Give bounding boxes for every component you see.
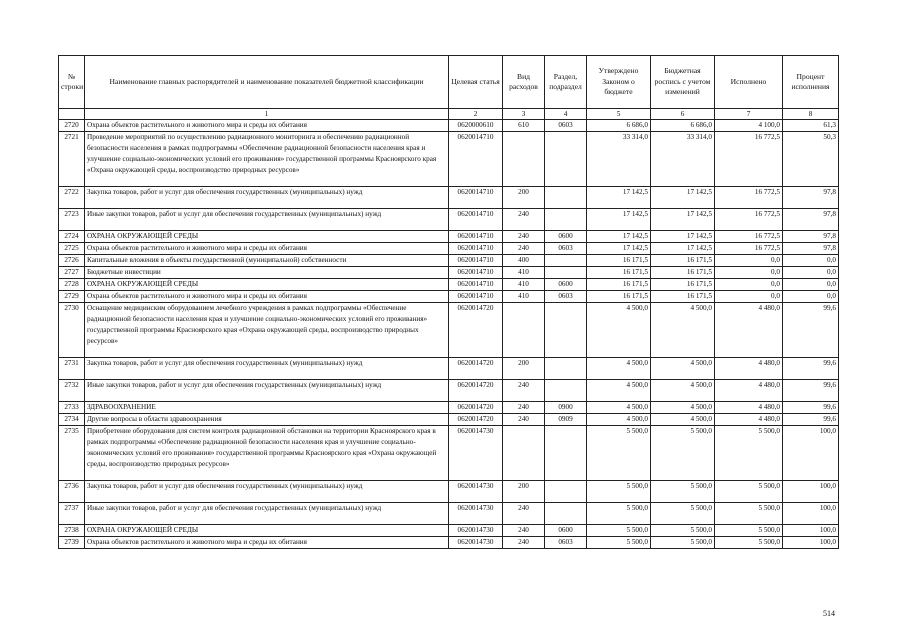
row-percent-cell: 97,8: [783, 187, 839, 209]
row-target-cell: 0620014710: [449, 255, 503, 267]
row-approved-cell: 17 142,5: [587, 243, 651, 255]
row-number-cell: 2724: [59, 231, 85, 243]
row-schedule-cell: 17 142,5: [651, 243, 715, 255]
row-approved-cell: 5 500,0: [587, 525, 651, 537]
row-executed-cell: 4 480,0: [715, 414, 783, 426]
row-name-cell: ОХРАНА ОКРУЖАЮЩЕЙ СРЕДЫ: [85, 279, 449, 291]
header-row-no: № строки: [59, 56, 85, 109]
row-executed-cell: 5 500,0: [715, 426, 783, 481]
table-row: [59, 414, 839, 426]
row-percent-cell: 0,0: [783, 291, 839, 303]
row-section-cell: 0603: [545, 120, 587, 132]
column-number: [59, 109, 85, 120]
row-number-cell: 2732: [59, 380, 85, 402]
row-name-cell: Капитальные вложения в объекты государственной (муниципальной) собственности: [85, 255, 449, 267]
row-schedule-cell: 17 142,5: [651, 209, 715, 231]
row-approved-cell: 4 500,0: [587, 402, 651, 414]
column-number: 1: [85, 109, 449, 120]
row-section-cell: 0600: [545, 279, 587, 291]
row-executed-cell: 4 480,0: [715, 358, 783, 380]
row-executed-cell: 16 772,5: [715, 187, 783, 209]
row-approved-cell: 16 171,5: [587, 291, 651, 303]
row-kind-cell: [503, 132, 545, 187]
column-number: 4: [545, 109, 587, 120]
column-number: 6: [651, 109, 715, 120]
table-row: [59, 267, 839, 279]
row-approved-cell: 17 142,5: [587, 187, 651, 209]
row-schedule-cell: 16 171,5: [651, 279, 715, 291]
row-approved-cell: 17 142,5: [587, 231, 651, 243]
table-row: [59, 231, 839, 243]
row-section-cell: 0600: [545, 525, 587, 537]
row-schedule-cell: 17 142,5: [651, 231, 715, 243]
row-approved-cell: 5 500,0: [587, 481, 651, 503]
row-target-cell: 0620014720: [449, 414, 503, 426]
row-executed-cell: 0,0: [715, 267, 783, 279]
row-name-cell: Иные закупки товаров, работ и услуг для обеспечения государственных (муниципальных) нужд: [85, 503, 449, 525]
row-executed-cell: 5 500,0: [715, 537, 783, 549]
row-number-cell: 2721: [59, 132, 85, 187]
row-executed-cell: 5 500,0: [715, 503, 783, 525]
row-approved-cell: 6 686,0: [587, 120, 651, 132]
row-section-cell: 0603: [545, 291, 587, 303]
table-row: [59, 255, 839, 267]
row-kind-cell: 240: [503, 402, 545, 414]
row-schedule-cell: 5 500,0: [651, 537, 715, 549]
row-target-cell: 0620014710: [449, 187, 503, 209]
row-section-cell: 0909: [545, 414, 587, 426]
column-number: 8: [783, 109, 839, 120]
row-section-cell: [545, 503, 587, 525]
row-executed-cell: 0,0: [715, 279, 783, 291]
row-name-cell: ОХРАНА ОКРУЖАЮЩЕЙ СРЕДЫ: [85, 231, 449, 243]
row-schedule-cell: 4 500,0: [651, 303, 715, 358]
row-number-cell: 2731: [59, 358, 85, 380]
row-schedule-cell: 5 500,0: [651, 426, 715, 481]
row-number-cell: 2734: [59, 414, 85, 426]
row-kind-cell: 240: [503, 537, 545, 549]
row-approved-cell: 17 142,5: [587, 209, 651, 231]
row-number-cell: 2723: [59, 209, 85, 231]
row-target-cell: 0620014720: [449, 380, 503, 402]
row-executed-cell: 0,0: [715, 291, 783, 303]
table-row: [59, 402, 839, 414]
table-row: [59, 243, 839, 255]
row-approved-cell: 4 500,0: [587, 358, 651, 380]
row-approved-cell: 33 314,0: [587, 132, 651, 187]
row-kind-cell: [503, 303, 545, 358]
row-approved-cell: 16 171,5: [587, 255, 651, 267]
table-row: [59, 481, 839, 503]
row-schedule-cell: 4 500,0: [651, 380, 715, 402]
table-row: [59, 426, 839, 481]
row-kind-cell: 200: [503, 187, 545, 209]
column-number: 2: [449, 109, 503, 120]
row-approved-cell: 16 171,5: [587, 267, 651, 279]
row-name-cell: ЗДРАВООХРАНЕНИЕ: [85, 402, 449, 414]
row-section-cell: [545, 209, 587, 231]
row-executed-cell: 4 100,0: [715, 120, 783, 132]
row-schedule-cell: 4 500,0: [651, 402, 715, 414]
table-row: [59, 358, 839, 380]
row-executed-cell: 16 772,5: [715, 209, 783, 231]
row-number-cell: 2737: [59, 503, 85, 525]
row-percent-cell: 99,6: [783, 414, 839, 426]
row-name-cell: Охрана объектов растительного и животного мира и среды их обитания: [85, 537, 449, 549]
row-kind-cell: 240: [503, 414, 545, 426]
row-section-cell: [545, 132, 587, 187]
row-target-cell: 0620014720: [449, 358, 503, 380]
row-target-cell: 0620014720: [449, 303, 503, 358]
row-number-cell: 2720: [59, 120, 85, 132]
row-schedule-cell: 16 171,5: [651, 267, 715, 279]
row-executed-cell: 16 772,5: [715, 231, 783, 243]
header-approved: Утверждено Законом о бюджете: [587, 56, 651, 109]
column-number: 3: [503, 109, 545, 120]
row-name-cell: Проведение мероприятий по осуществлению радиационного мониторинга и обеспечению радиационной безопасности населения в рамках подпрограммы «Обеспечение радиационной безопасности населения края и улучшение социально-экономических условий его проживания» государственной программы Красноярского края «Охрана окружающей среды, воспроизводство природных ресурсов»: [85, 132, 449, 187]
row-target-cell: 0620014730: [449, 503, 503, 525]
table-row: [59, 380, 839, 402]
row-section-cell: [545, 187, 587, 209]
row-approved-cell: 4 500,0: [587, 303, 651, 358]
table-row: [59, 120, 839, 132]
row-number-cell: 2730: [59, 303, 85, 358]
row-kind-cell: 240: [503, 525, 545, 537]
row-name-cell: ОХРАНА ОКРУЖАЮЩЕЙ СРЕДЫ: [85, 525, 449, 537]
row-kind-cell: [503, 426, 545, 481]
row-section-cell: [545, 426, 587, 481]
row-executed-cell: 4 480,0: [715, 303, 783, 358]
row-section-cell: [545, 303, 587, 358]
row-schedule-cell: 17 142,5: [651, 187, 715, 209]
row-target-cell: 0620014710: [449, 291, 503, 303]
row-name-cell: Другие вопросы в области здравоохранения: [85, 414, 449, 426]
row-name-cell: Закупка товаров, работ и услуг для обеспечения государственных (муниципальных) нужд: [85, 187, 449, 209]
row-kind-cell: 400: [503, 255, 545, 267]
row-percent-cell: 100,0: [783, 426, 839, 481]
row-approved-cell: 4 500,0: [587, 380, 651, 402]
row-schedule-cell: 4 500,0: [651, 414, 715, 426]
row-name-cell: Приобретение оборудования для систем контроля радиационной обстановки на территории Красноярского края в рамках подпрограммы «Обеспечение радиационной безопасности населения края и улучшение социально-экономических условий его проживания» государственной программы Красноярского края «Охрана окружающей среды, воспроизводство природных ресурсов»: [85, 426, 449, 481]
row-percent-cell: 99,6: [783, 303, 839, 358]
table-row: [59, 279, 839, 291]
row-target-cell: 0620014730: [449, 525, 503, 537]
row-percent-cell: 0,0: [783, 255, 839, 267]
table-row: [59, 303, 839, 358]
row-schedule-cell: 4 500,0: [651, 358, 715, 380]
row-target-cell: 0620014710: [449, 267, 503, 279]
row-schedule-cell: 5 500,0: [651, 481, 715, 503]
row-number-cell: 2733: [59, 402, 85, 414]
row-percent-cell: 0,0: [783, 267, 839, 279]
row-number-cell: 2722: [59, 187, 85, 209]
row-section-cell: [545, 481, 587, 503]
row-target-cell: 0620014730: [449, 426, 503, 481]
row-name-cell: Охрана объектов растительного и животного мира и среды их обитания: [85, 120, 449, 132]
row-number-cell: 2727: [59, 267, 85, 279]
row-approved-cell: 5 500,0: [587, 537, 651, 549]
row-percent-cell: 97,8: [783, 209, 839, 231]
row-name-cell: Охрана объектов растительного и животного мира и среды их обитания: [85, 291, 449, 303]
row-name-cell: Охрана объектов растительного и животного мира и среды их обитания: [85, 243, 449, 255]
row-name-cell: Иные закупки товаров, работ и услуг для обеспечения государственных (муниципальных) нужд: [85, 209, 449, 231]
column-numbers-row: [59, 109, 839, 120]
row-name-cell: Бюджетные инвестиции: [85, 267, 449, 279]
row-percent-cell: 100,0: [783, 481, 839, 503]
row-kind-cell: 240: [503, 380, 545, 402]
row-executed-cell: 0,0: [715, 255, 783, 267]
row-percent-cell: 0,0: [783, 279, 839, 291]
row-name-cell: Оснащение медицинским оборудованием лечебного учреждения в рамках подпрограммы «Обеспечение радиационной безопасности населения края и улучшение социально-экономических условий его проживания» государственной программы Красноярского края «Охрана окружающей среды, воспроизводство природных ресурсов»: [85, 303, 449, 358]
row-kind-cell: 610: [503, 120, 545, 132]
row-approved-cell: 4 500,0: [587, 414, 651, 426]
row-target-cell: 0620014730: [449, 481, 503, 503]
row-number-cell: 2729: [59, 291, 85, 303]
row-kind-cell: 240: [503, 243, 545, 255]
row-section-cell: [545, 267, 587, 279]
row-section-cell: [545, 358, 587, 380]
row-kind-cell: 240: [503, 231, 545, 243]
header-kind: Вид расходов: [503, 56, 545, 109]
row-percent-cell: 100,0: [783, 525, 839, 537]
table-row: [59, 537, 839, 549]
row-percent-cell: 50,3: [783, 132, 839, 187]
row-target-cell: 0620014710: [449, 209, 503, 231]
table-row: [59, 291, 839, 303]
table-row: [59, 525, 839, 537]
row-executed-cell: 4 480,0: [715, 402, 783, 414]
table-row: [59, 209, 839, 231]
row-approved-cell: 16 171,5: [587, 279, 651, 291]
row-name-cell: Закупка товаров, работ и услуг для обеспечения государственных (муниципальных) нужд: [85, 481, 449, 503]
row-executed-cell: 5 500,0: [715, 481, 783, 503]
header-target: Целевая статья: [449, 56, 503, 109]
row-name-cell: Закупка товаров, работ и услуг для обеспечения государственных (муниципальных) нужд: [85, 358, 449, 380]
page-number: 514: [823, 609, 835, 618]
row-schedule-cell: 6 686,0: [651, 120, 715, 132]
header-schedule: Бюджетная роспись с учетом изменений: [651, 56, 715, 109]
row-number-cell: 2725: [59, 243, 85, 255]
row-approved-cell: 5 500,0: [587, 426, 651, 481]
row-section-cell: 0600: [545, 231, 587, 243]
budget-sheet: [58, 55, 838, 549]
table-body: [59, 120, 839, 549]
row-number-cell: 2739: [59, 537, 85, 549]
row-kind-cell: 410: [503, 267, 545, 279]
row-percent-cell: 99,6: [783, 380, 839, 402]
row-target-cell: 0620014720: [449, 402, 503, 414]
row-kind-cell: 200: [503, 481, 545, 503]
row-number-cell: 2726: [59, 255, 85, 267]
row-percent-cell: 99,6: [783, 358, 839, 380]
row-section-cell: 0900: [545, 402, 587, 414]
row-number-cell: 2736: [59, 481, 85, 503]
row-number-cell: 2738: [59, 525, 85, 537]
row-executed-cell: 5 500,0: [715, 525, 783, 537]
row-executed-cell: 4 480,0: [715, 380, 783, 402]
header-executed: Исполнено: [715, 56, 783, 109]
row-target-cell: 0620014710: [449, 279, 503, 291]
row-schedule-cell: 16 171,5: [651, 255, 715, 267]
header-name: Наименование главных распорядителей и наименование показателей бюджетной классификации: [85, 56, 449, 109]
row-section-cell: 0603: [545, 243, 587, 255]
row-name-cell: Иные закупки товаров, работ и услуг для обеспечения государственных (муниципальных) нужд: [85, 380, 449, 402]
row-target-cell: 0620014710: [449, 132, 503, 187]
row-kind-cell: 410: [503, 291, 545, 303]
header-section: Раздел, подраздел: [545, 56, 587, 109]
row-target-cell: 0620000610: [449, 120, 503, 132]
row-percent-cell: 100,0: [783, 503, 839, 525]
row-percent-cell: 100,0: [783, 537, 839, 549]
row-percent-cell: 97,8: [783, 243, 839, 255]
row-number-cell: 2728: [59, 279, 85, 291]
table-header-row: [59, 56, 839, 109]
table-row: [59, 503, 839, 525]
row-section-cell: [545, 255, 587, 267]
table-row: [59, 187, 839, 209]
row-percent-cell: 99,6: [783, 402, 839, 414]
row-percent-cell: 61,3: [783, 120, 839, 132]
row-schedule-cell: 33 314,0: [651, 132, 715, 187]
budget-table: [58, 55, 839, 549]
row-schedule-cell: 5 500,0: [651, 503, 715, 525]
row-schedule-cell: 16 171,5: [651, 291, 715, 303]
row-target-cell: 0620014710: [449, 231, 503, 243]
row-executed-cell: 16 772,5: [715, 132, 783, 187]
row-kind-cell: 410: [503, 279, 545, 291]
row-target-cell: 0620014710: [449, 243, 503, 255]
row-kind-cell: 240: [503, 209, 545, 231]
row-section-cell: 0603: [545, 537, 587, 549]
column-number: 5: [587, 109, 651, 120]
row-schedule-cell: 5 500,0: [651, 525, 715, 537]
header-percent: Процент исполнения: [783, 56, 839, 109]
row-number-cell: 2735: [59, 426, 85, 481]
table-row: [59, 132, 839, 187]
row-kind-cell: 200: [503, 358, 545, 380]
row-kind-cell: 240: [503, 503, 545, 525]
row-percent-cell: 97,8: [783, 231, 839, 243]
row-section-cell: [545, 380, 587, 402]
row-executed-cell: 16 772,5: [715, 243, 783, 255]
column-number: 7: [715, 109, 783, 120]
row-target-cell: 0620014730: [449, 537, 503, 549]
row-approved-cell: 5 500,0: [587, 503, 651, 525]
